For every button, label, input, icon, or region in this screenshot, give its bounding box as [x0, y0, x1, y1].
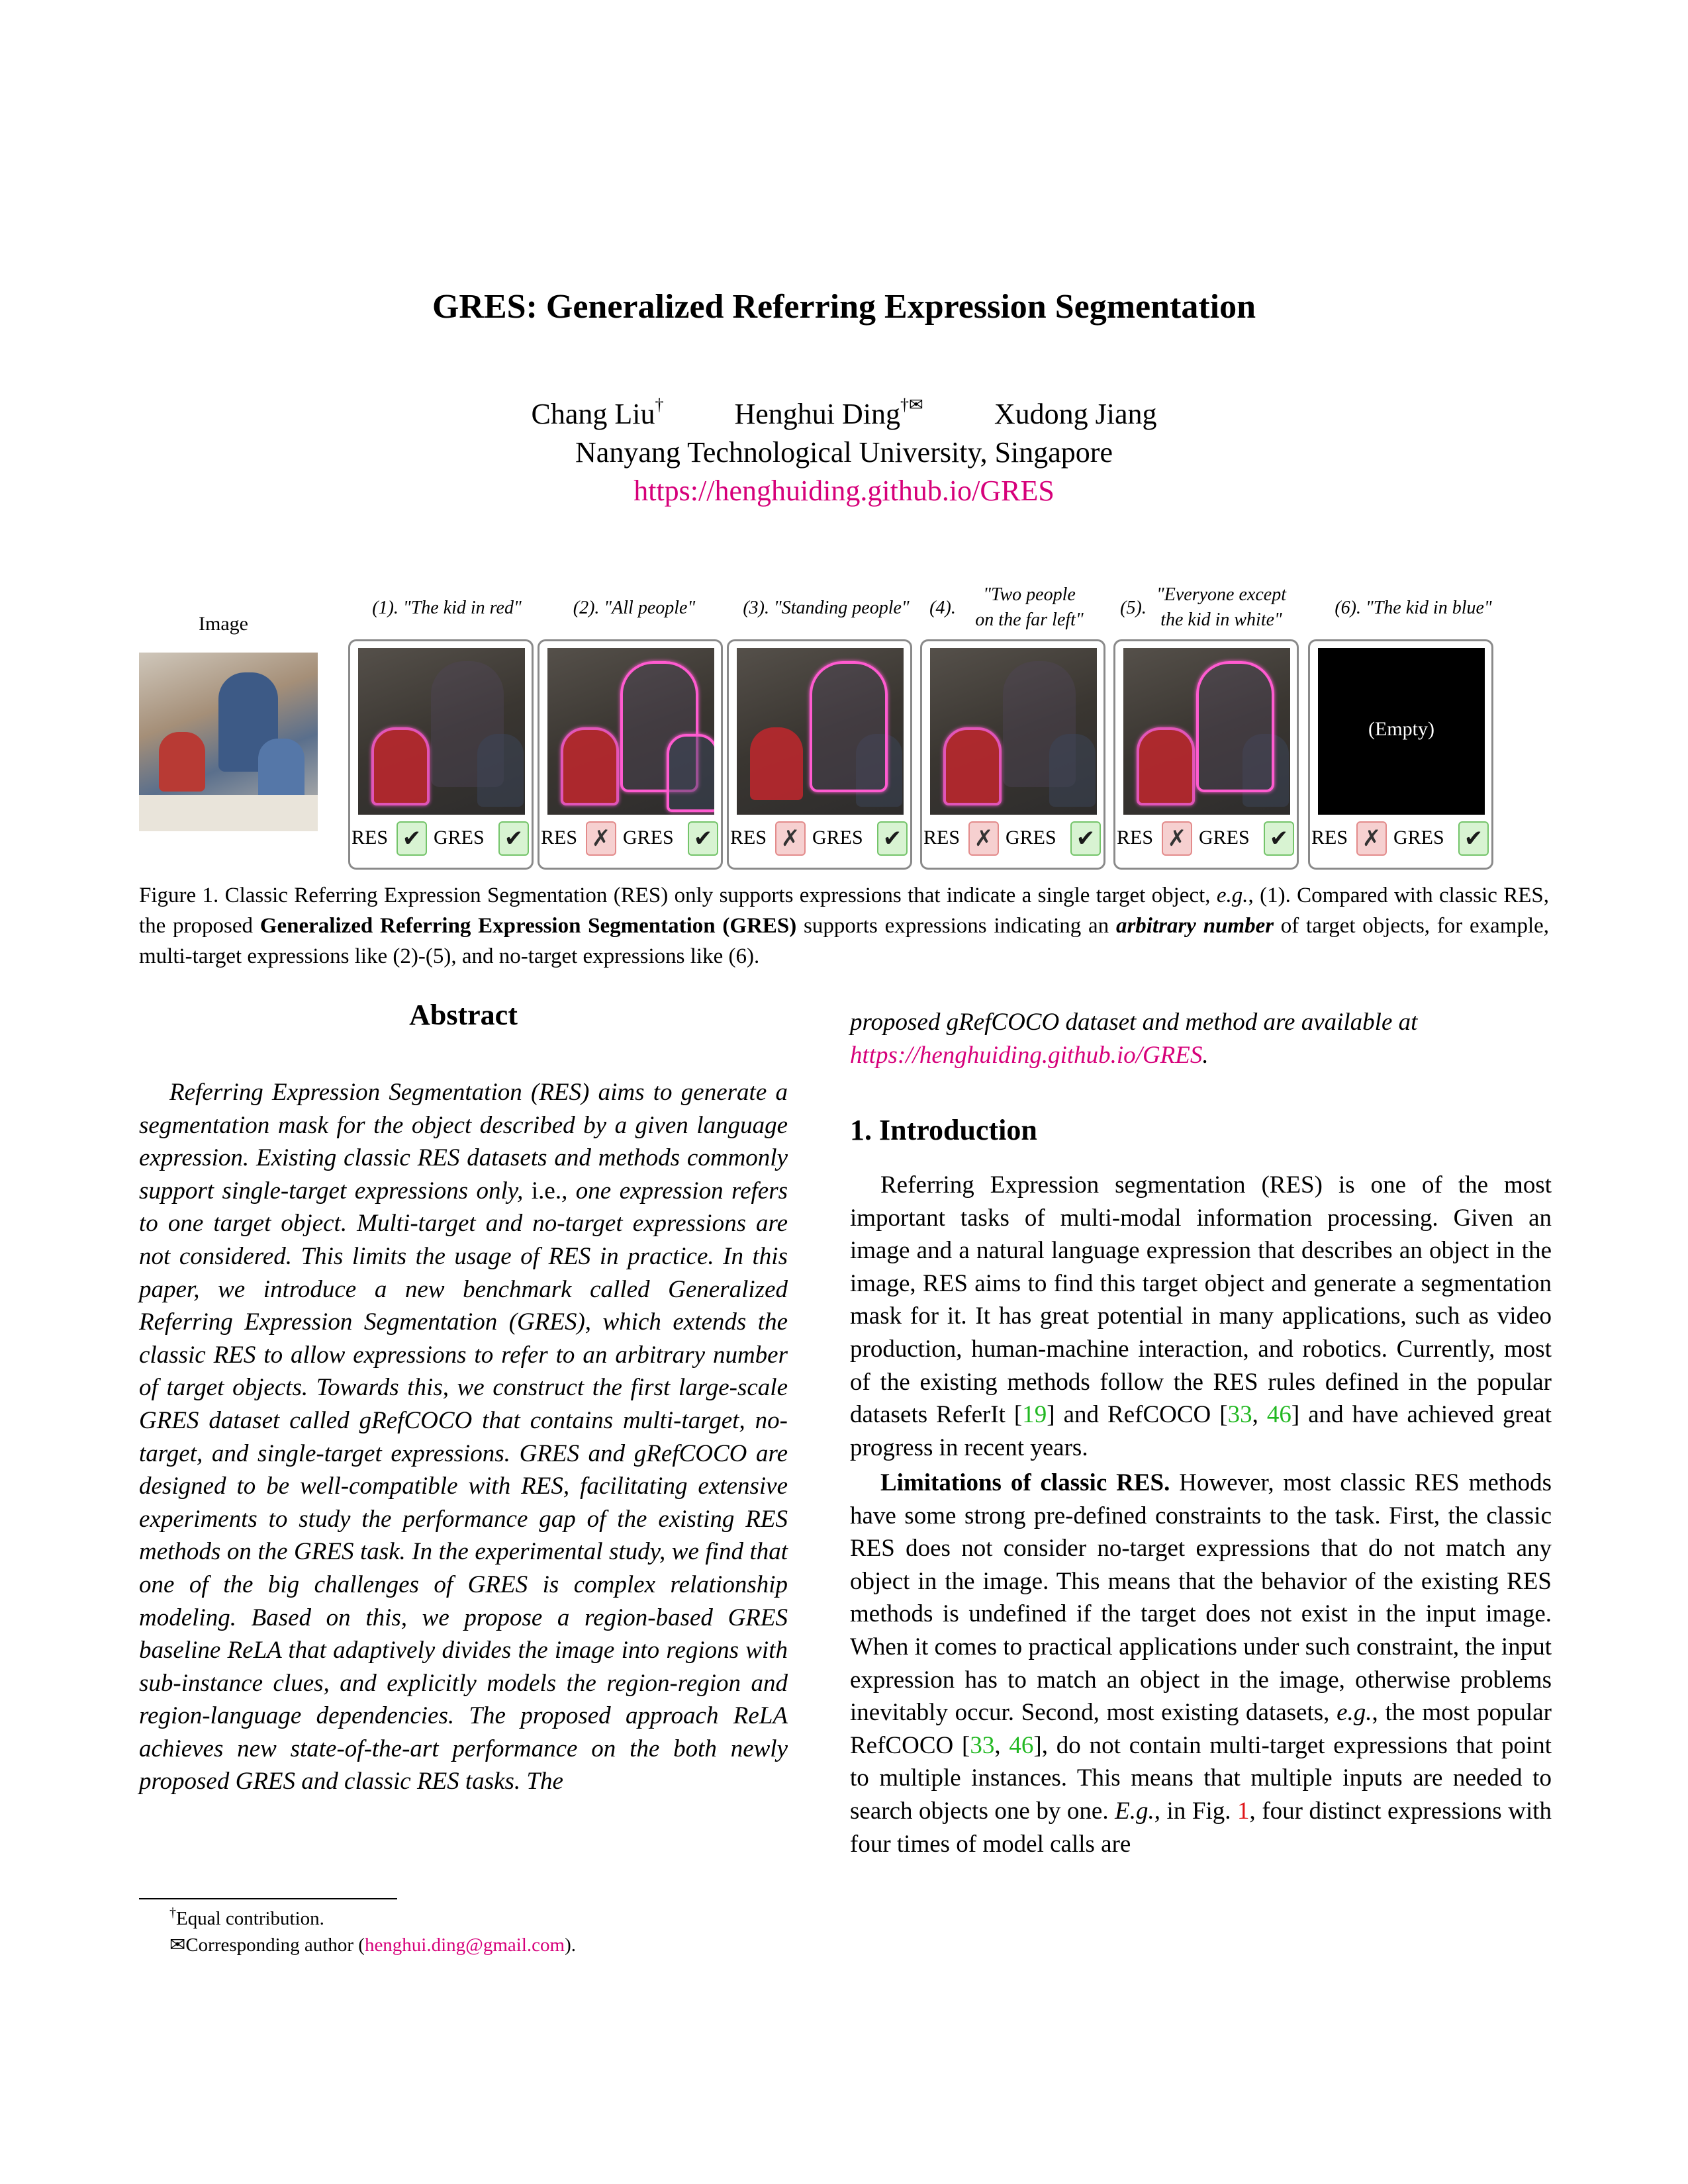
res-cross-icon: ✗ — [1356, 821, 1387, 856]
gres-label: GRES — [434, 827, 485, 848]
intro-text: ], do not contain multi-target expressions that point to multiple instances. This means that multiple inputs are needed to search objects one by one. — [850, 1731, 1552, 1825]
caption-text: , (1). Compared with classic RES, the proposed — [139, 884, 1550, 938]
res-label: RES — [730, 827, 767, 848]
abstract-heading: Abstract — [409, 999, 518, 1031]
segmentation-result — [737, 648, 904, 815]
gres-label: GRES — [623, 827, 674, 848]
gres-check-icon: ✔ — [498, 821, 529, 856]
footnote-corresponding — [139, 1933, 801, 1958]
figure-image-label: Image — [199, 613, 248, 635]
segmentation-result-empty — [1318, 648, 1485, 815]
citation-link[interactable]: 19 — [1022, 1401, 1047, 1429]
segmentation-result — [547, 648, 714, 815]
email-link[interactable]: henghui.ding@gmail.com — [364, 1934, 565, 1956]
intro-text: , the most popular RefCOCO [ — [850, 1699, 1552, 1759]
gres-check-icon: ✔ — [1458, 821, 1489, 856]
result-panel-6 — [1308, 639, 1493, 870]
gres-check-icon: ✔ — [1264, 821, 1294, 856]
author-name: Xudong Jiang — [994, 398, 1157, 430]
panel-caption-2: (2). "All people" — [573, 598, 696, 618]
caption-bold: Generalized Referring Expression Segmentation (GRES) — [259, 914, 797, 938]
footnote-text: Corresponding author ( — [185, 1934, 365, 1956]
result-panel-2 — [538, 639, 723, 870]
gres-check-icon: ✔ — [688, 821, 718, 856]
footnote-text: ). — [565, 1934, 577, 1956]
res-label: RES — [923, 827, 961, 848]
intro-eg: e.g. — [1336, 1699, 1372, 1727]
project-url-link[interactable]: https://henghuiding.github.io/GRES — [850, 1041, 1203, 1069]
paragraph-lead: Limitations of classic RES. — [880, 1469, 1170, 1496]
result-panel-4 — [920, 639, 1105, 870]
intro-paragraph-2 — [850, 1467, 1552, 1860]
citation-link[interactable]: 46 — [1266, 1401, 1291, 1429]
author-xudong-jiang — [994, 396, 1157, 433]
dagger-mark: † — [169, 1905, 176, 1920]
res-label: RES — [352, 827, 389, 848]
panel-caption-5-line1: "Everyone except — [1156, 584, 1286, 605]
footnote-text: Equal contribution. — [176, 1908, 324, 1929]
res-cross-icon: ✗ — [586, 821, 616, 856]
intro-text: , — [994, 1731, 1009, 1759]
panel-caption-1: (1). "The kid in red" — [372, 598, 522, 618]
citation-link[interactable]: 46 — [1009, 1731, 1034, 1759]
affiliation: Nanyang Technological University, Singapore — [575, 436, 1113, 469]
abstract-text-a: Referring Expression Segmentation (RES) aims to generate a segmentation mask for the object described by a given language expression. Existing classic RES datasets and methods commonly support single-target expressions only, — [139, 1079, 788, 1205]
corresponding-author-mark: †✉ — [900, 395, 923, 414]
caption-eg: e.g. — [1216, 884, 1248, 907]
res-cross-icon: ✗ — [968, 821, 999, 856]
author-chang-liu — [532, 396, 664, 433]
figure-caption — [139, 880, 1549, 972]
abstract-text — [139, 1076, 788, 1798]
paper-title: GRES: Generalized Referring Expression Segmentation — [432, 288, 1256, 326]
panel-caption-4-line2: on the far left" — [975, 610, 1084, 630]
caption-text: of target objects, for example, multi-target expressions like (2)-(5), and no-target expressions like (6). — [139, 914, 1550, 968]
panel-caption-5-line2: the kid in white" — [1160, 610, 1282, 630]
result-panel-5 — [1113, 639, 1299, 870]
caption-text: Figure 1. Classic Referring Expression Segmentation (RES) only supports expressions that indicate a single target object, — [139, 884, 1217, 907]
abstract-ie: i.e. — [531, 1177, 562, 1205]
citation-link[interactable]: 33 — [970, 1731, 995, 1759]
result-panel-3 — [727, 639, 912, 870]
segmentation-result — [358, 648, 525, 815]
intro-text: , in Fig. — [1154, 1797, 1238, 1825]
res-cross-icon: ✗ — [1162, 821, 1192, 856]
res-label: RES — [1117, 827, 1154, 848]
result-panel-1 — [348, 639, 534, 870]
panel-caption-4-num: (4). — [929, 598, 956, 618]
intro-text: ] and have achieved great progress in recent years. — [850, 1401, 1552, 1461]
gres-check-icon: ✔ — [1070, 821, 1101, 856]
footnote-equal-contribution — [139, 1906, 801, 1931]
res-cross-icon: ✗ — [775, 821, 806, 856]
author-name: Chang Liu — [531, 398, 655, 430]
author-list — [0, 396, 1688, 433]
figure-link[interactable]: 1 — [1237, 1797, 1250, 1825]
caption-bold-italic: arbitrary number — [1115, 914, 1274, 938]
abstract-text-b: , one expression refers to one target object. Multi-target and no-target expressions are not considered. This limits the usage of RES in practice. In this paper, we introduce a new benchmark called Generalized Referring Expression Segmentation (GRES), which extends the classic RES to allow expressions to refer to an arbitrary number of target objects. Towards this, we construct the first large-scale GRES dataset called gRefCOCO that contains multi-target, no-target, and single-target expressions. GRES and gRefCOCO are designed to be well-compatible with RES, facilitating extensive experiments to study the performance gap of the existing RES methods on the GRES task. In the experimental study, we find that one of the big challenges of GRES is complex relationship modeling. Based on this, we propose a region-based GRES baseline ReLA that adaptively divides the image into regions with sub-instance clues, and explicitly models the region-region and region-language dependencies. The proposed approach ReLA achieves new state-of-the-art performance on the both newly proposed GRES and classic RES tasks. The — [139, 1177, 788, 1796]
photo-kid-red — [159, 732, 205, 792]
project-url-link[interactable]: https://henghuiding.github.io/GRES — [633, 475, 1055, 507]
res-label: RES — [541, 827, 578, 848]
gres-check-icon: ✔ — [877, 821, 908, 856]
gres-label: GRES — [812, 827, 863, 848]
citation-link[interactable]: 33 — [1227, 1401, 1252, 1429]
footnote-rule — [139, 1898, 397, 1899]
author-name: Henghui Ding — [734, 398, 901, 430]
intro-text: , — [1252, 1401, 1267, 1429]
caption-text: supports expressions indicating an — [796, 914, 1116, 938]
segmentation-result — [930, 648, 1097, 815]
equal-contribution-mark: † — [655, 395, 664, 414]
abstract-cont-end: . — [1202, 1041, 1209, 1069]
intro-text: , four distinct expressions with four times of model calls are — [850, 1797, 1552, 1858]
gres-label: GRES — [1006, 827, 1056, 848]
intro-paragraph-1 — [850, 1169, 1552, 1464]
res-check-icon: ✔ — [397, 821, 427, 856]
gres-label: GRES — [1393, 827, 1444, 848]
panel-caption-4-line1: "Two people — [983, 584, 1076, 605]
intro-text: Referring Expression segmentation (RES) is one of the most important tasks of multi-modal information processing. Given an image and a natural language expression that describes an object in the image, RES aims to find this target object and generate a segmentation mask for it. It has great potential in many applications, such as video production, human-machine interaction, and robotics. Currently, most of the existing methods follow the RES rules defined in the popular datasets ReferIt [ — [850, 1171, 1552, 1429]
author-henghui-ding — [735, 396, 923, 433]
envelope-icon: ✉ — [169, 1934, 186, 1956]
panel-caption-3: (3). "Standing people" — [743, 598, 910, 618]
source-photo — [139, 653, 318, 831]
intro-text: However, most classic RES methods have some strong pre-defined constraints to the task. First, the classic RES does not consider no-target expressions that do not match any object in the image. This means that the behavior of the existing RES methods is undefined if the target does not exist in the input image. When it comes to practical applications under such constraint, the input expression has to match an object in the image, otherwise problems inevitably occur. Second, most existing datasets, — [850, 1469, 1552, 1727]
res-label: RES — [1311, 827, 1348, 848]
panel-caption-6: (6). "The kid in blue" — [1335, 598, 1492, 618]
intro-heading: 1. Introduction — [850, 1114, 1037, 1146]
intro-eg: E.g. — [1115, 1797, 1154, 1825]
panel-caption-5-num: (5). — [1120, 598, 1147, 618]
segmentation-result — [1123, 648, 1290, 815]
photo-table — [139, 795, 318, 831]
intro-text: ] and RefCOCO [ — [1047, 1401, 1228, 1429]
abstract-cont-text: proposed gRefCOCO dataset and method are available at — [850, 1009, 1418, 1036]
empty-label: (Empty) — [1368, 718, 1434, 740]
gres-label: GRES — [1199, 827, 1250, 848]
abstract-continuation — [850, 1006, 1552, 1071]
